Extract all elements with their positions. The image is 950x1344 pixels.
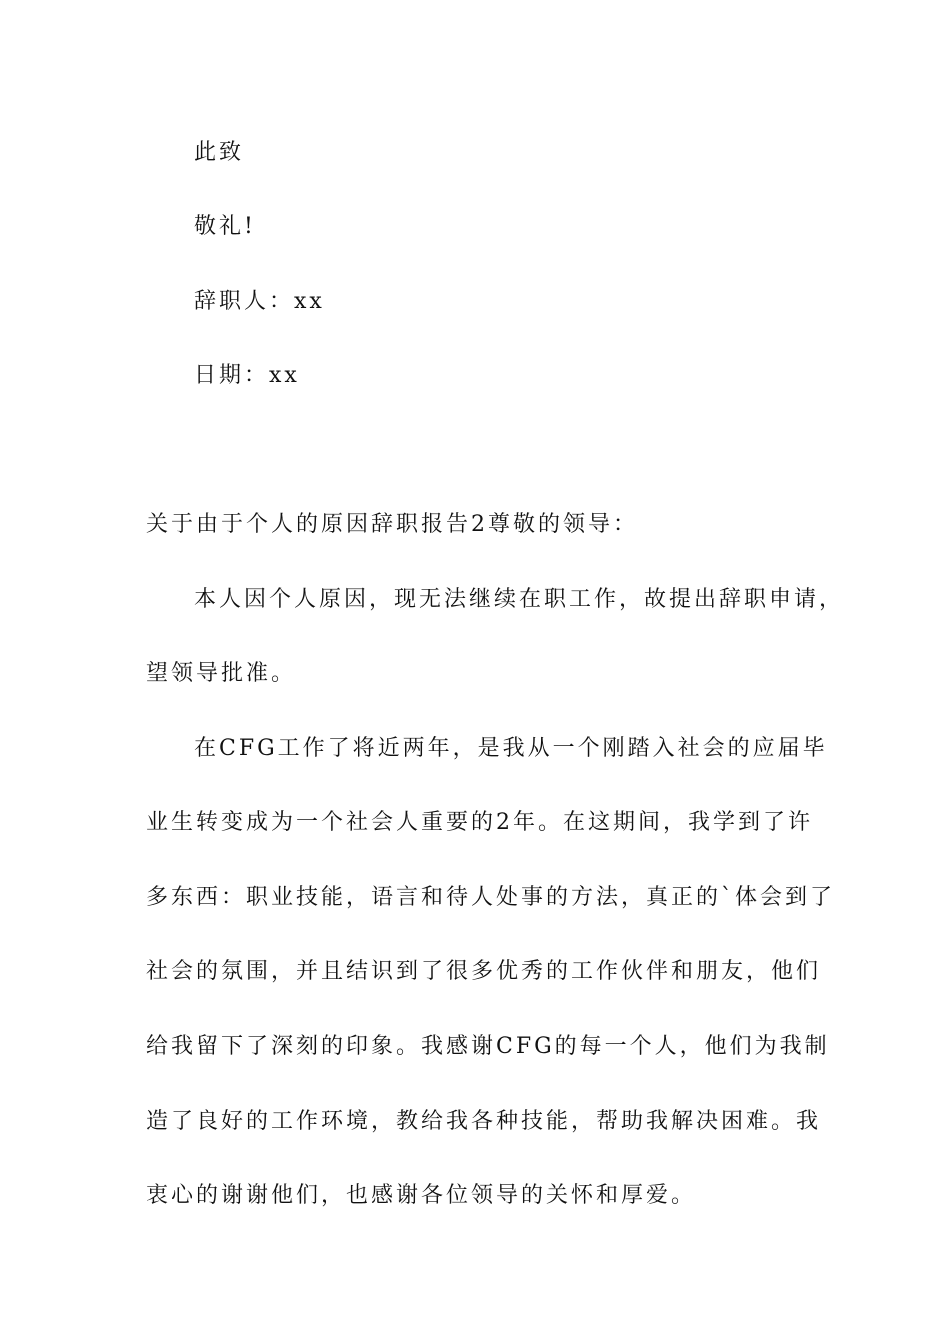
paragraph2-line5: 给我留下了深刻的印象。我感谢CFG的每一个人，他们为我制 bbox=[146, 1034, 830, 1059]
paragraph2-line2: 业生转变成为一个社会人重要的2年。在这期间，我学到了许 bbox=[146, 810, 813, 835]
paragraph2-line4: 社会的氛围，并且结识到了很多优秀的工作伙伴和朋友，他们 bbox=[146, 959, 822, 984]
paragraph1-line2: 望领导批准。 bbox=[146, 661, 297, 686]
paragraph2-line7: 衷心的谢谢他们，也感谢各位领导的关怀和厚爱。 bbox=[146, 1183, 697, 1208]
paragraph2-line1: 在CFG工作了将近两年，是我从一个刚踏入社会的应届毕 bbox=[194, 736, 828, 761]
date-line: 日期：xx bbox=[194, 363, 300, 388]
letter-heading: 关于由于个人的原因辞职报告2尊敬的领导： bbox=[146, 512, 638, 537]
closing-salutation-line2: 敬礼! bbox=[194, 214, 256, 239]
paragraph1-line1: 本人因个人原因，现无法继续在职工作，故提出辞职申请， bbox=[194, 587, 845, 612]
closing-salutation-line1: 此致 bbox=[194, 140, 245, 165]
paragraph2-line6: 造了良好的工作环境，教给我各种技能，帮助我解决困难。我 bbox=[146, 1109, 822, 1134]
signer-line: 辞职人：xx bbox=[194, 289, 325, 314]
paragraph2-line3: 多东西：职业技能，语言和待人处事的方法，真正的`体会到了 bbox=[146, 885, 836, 910]
